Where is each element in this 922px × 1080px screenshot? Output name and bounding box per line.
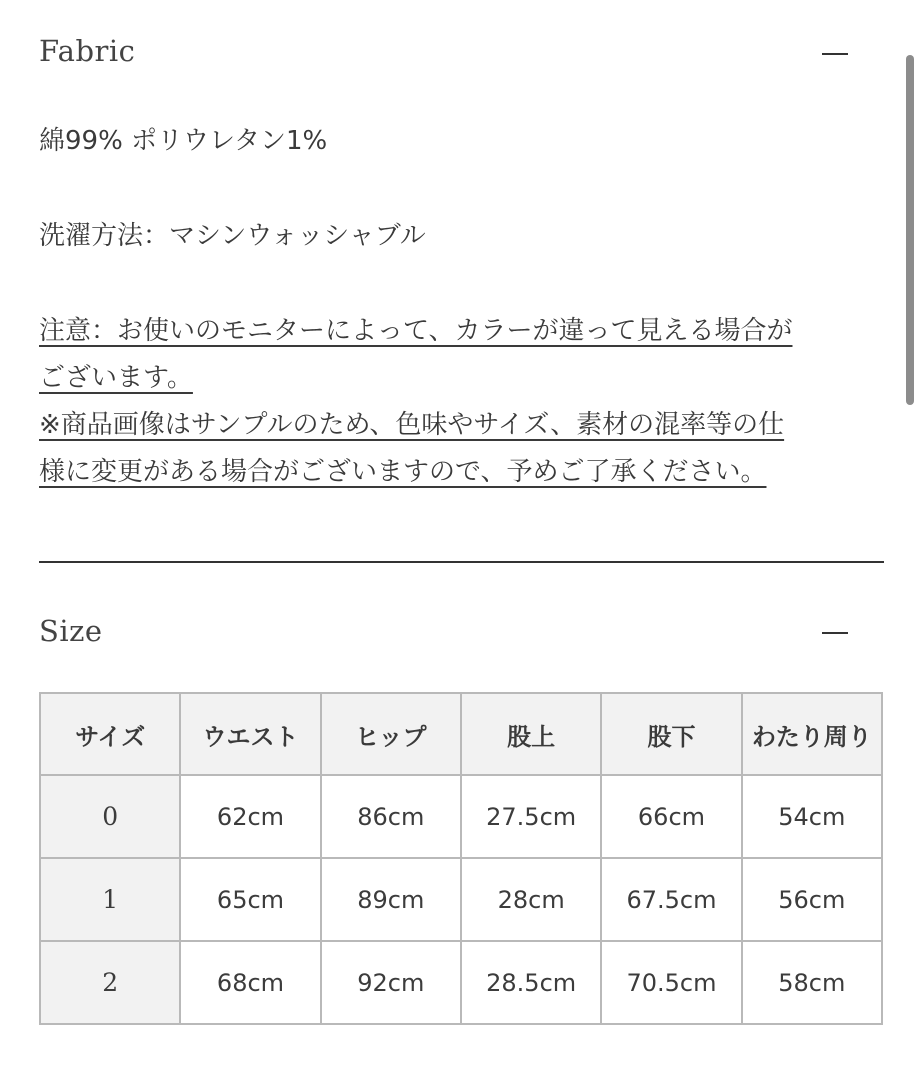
header-inseam: 股下	[601, 693, 741, 775]
hip-cell: 86cm	[321, 775, 461, 858]
size-section-title[interactable]: Size	[39, 614, 103, 648]
rise-cell: 28cm	[461, 858, 601, 941]
inseam-cell: 66cm	[601, 775, 741, 858]
thigh-cell: 56cm	[742, 858, 882, 941]
waist-cell: 62cm	[180, 775, 320, 858]
size-table	[39, 692, 883, 1025]
size-cell: 1	[40, 858, 180, 941]
fabric-section-title[interactable]: Fabric	[39, 34, 136, 68]
fabric-collapse-minus-icon[interactable]	[822, 53, 848, 55]
fabric-composition: 綿99% ポリウレタン1%	[39, 126, 328, 156]
hip-cell: 89cm	[321, 858, 461, 941]
waist-cell: 68cm	[180, 941, 320, 1024]
thigh-cell: 58cm	[742, 941, 882, 1024]
note-line: ※商品画像はサンプルのため、色味やサイズ、素材の混率等の仕	[39, 410, 785, 440]
hip-cell: 92cm	[321, 941, 461, 1024]
inseam-cell: 67.5cm	[601, 858, 741, 941]
header-thigh: わたり周り	[742, 693, 882, 775]
washing-instructions: 洗濯方法：マシンウォッシャブル	[39, 221, 426, 251]
note-line: 注意：お使いのモニターによって、カラーが違って見える場合が	[39, 316, 793, 346]
size-cell: 0	[40, 775, 180, 858]
size-collapse-minus-icon[interactable]	[822, 632, 848, 634]
rise-cell: 27.5cm	[461, 775, 601, 858]
size-cell: 2	[40, 941, 180, 1024]
waist-cell: 65cm	[180, 858, 320, 941]
table-header-row	[40, 693, 882, 775]
scrollbar-thumb[interactable]	[906, 55, 914, 405]
table-row	[40, 941, 882, 1024]
header-size: サイズ	[40, 693, 180, 775]
section-divider	[39, 561, 884, 563]
inseam-cell: 70.5cm	[601, 941, 741, 1024]
thigh-cell: 54cm	[742, 775, 882, 858]
note-line: 様に変更がある場合がございますので、予めご了承ください。	[39, 457, 767, 487]
table-row	[40, 775, 882, 858]
note-line: ございます。	[39, 363, 193, 393]
header-waist: ウエスト	[180, 693, 320, 775]
rise-cell: 28.5cm	[461, 941, 601, 1024]
table-row	[40, 858, 882, 941]
header-rise: 股上	[461, 693, 601, 775]
header-hip: ヒップ	[321, 693, 461, 775]
